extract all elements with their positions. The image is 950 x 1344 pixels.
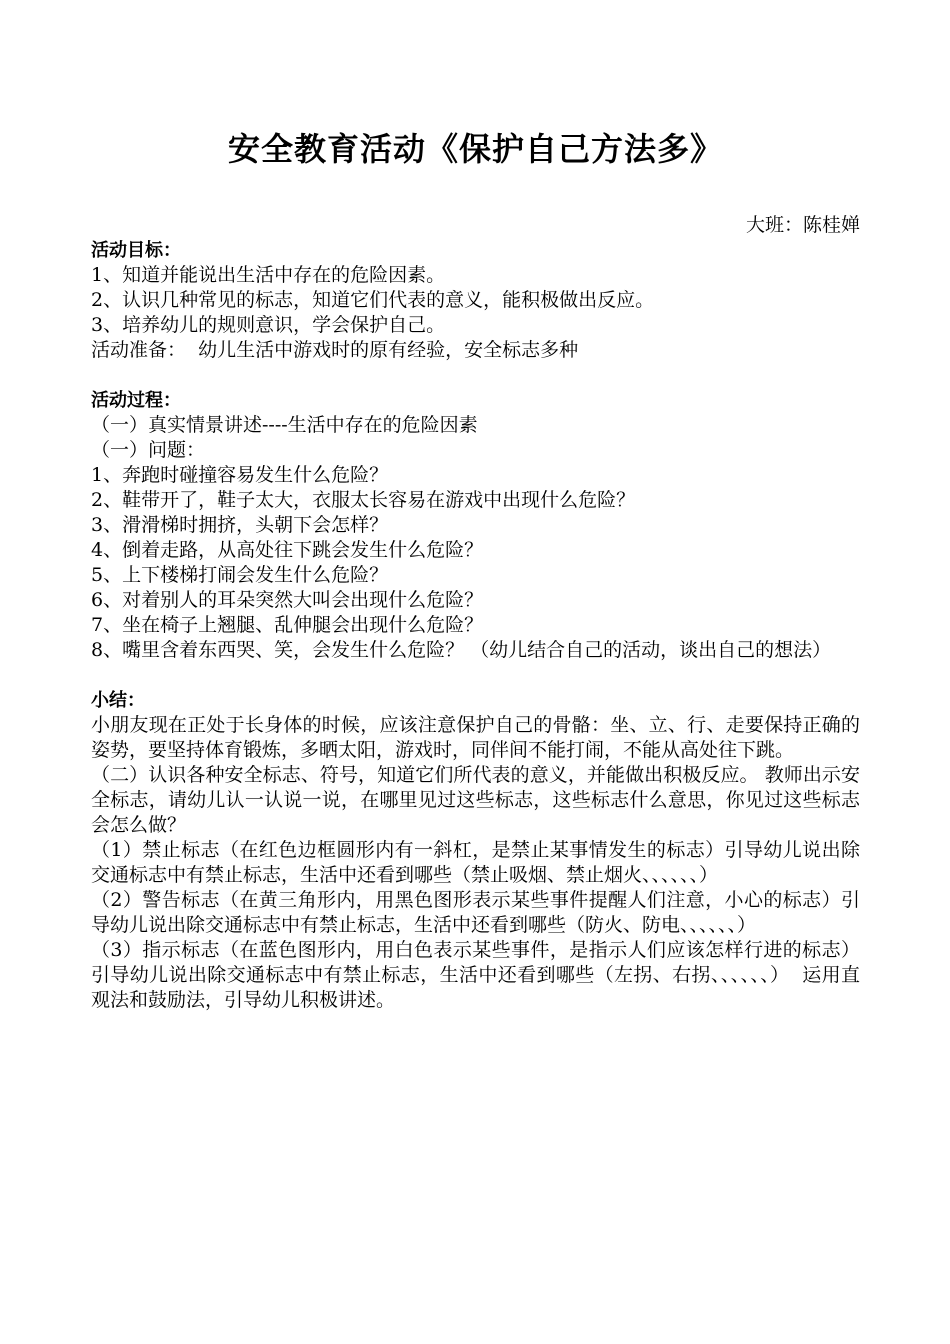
goal-item: 2、认识几种常见的标志，知道它们代表的意义，能积极做出反应。 [91, 289, 655, 311]
section-title: （一）真实情景讲述----生活中存在的危险因素 [91, 414, 478, 436]
goal-item: 3、培养幼儿的规则意识，学会保护自己。 [91, 314, 446, 336]
goal-item: 1、知道并能说出生活中存在的危险因素。 [91, 264, 446, 286]
summary-paragraph: 小朋友现在正处于长身体的时候，应该注意保护自己的骨骼：坐、立、行、走要保持正确的姿势，要坚持体育锻炼，多晒太阳，游戏时，同伴间不能打闹，不能从高处往下跳。 [91, 714, 860, 761]
instruction-sign-paragraph: （3）指示标志（在蓝色图形内，用白色表示某些事件，是指示人们应该怎样行进的标志）引导幼儿说出除交通标志中有禁止标志，生活中还看到哪些（左拐、右拐、、、、、、） 运用直观法和鼓励法，引导幼儿积极讲述。 [91, 939, 860, 1011]
author-line: 大班：陈桂婵 [745, 214, 860, 236]
spacer [91, 663, 860, 688]
goals-heading: 活动目标： [91, 240, 181, 261]
question-item: 1、奔跑时碰撞容易发生什么危险？ [91, 464, 389, 486]
document-title: 安全教育活动《保护自己方法多》 [227, 130, 723, 168]
question-item: 4、倒着走路，从高处往下跳会发生什么危险？ [91, 539, 484, 561]
question-item: 5、上下楼梯打闹会发生什么危险？ [91, 564, 389, 586]
spacer [91, 363, 860, 388]
question-item: 2、鞋带开了，鞋子太大，衣服太长容易在游戏中出现什么危险？ [91, 489, 636, 511]
summary-heading: 小结： [91, 690, 145, 711]
prohibition-sign-paragraph: （1）禁止标志（在红色边框圆形内有一斜杠，是禁止某事情发生的标志）引导幼儿说出除交通标志中有禁止标志，生活中还看到哪些（禁止吸烟、禁止烟火、、、、、、） [91, 839, 860, 886]
sign-intro-paragraph: （二）认识各种安全标志、符号，知道它们所代表的意义，并能做出积极反应。 教师出示安全标志，请幼儿认一认说一说，在哪里见过这些标志，这些标志什么意思，你见过这些标志会怎么做？ [91, 764, 860, 836]
question-item: 7、坐在椅子上翘腿、乱伸腿会出现什么危险？ [91, 614, 484, 636]
question-item: 6、对着别人的耳朵突然大叫会出现什么危险？ [91, 589, 484, 611]
questions-title: （一）问题： [91, 439, 206, 461]
question-item: 8、嘴里含着东西哭、笑，会发生什么危险？ （幼儿结合自己的活动，谈出自己的想法） [91, 639, 832, 661]
preparation-line: 活动准备： 幼儿生活中游戏时的原有经验，安全标志多种 [91, 339, 579, 361]
warning-sign-paragraph: （2）警告标志（在黄三角形内，用黑色图形表示某些事件提醒人们注意，小心的标志）引导幼儿说出除交通标志中有禁止标志，生活中还看到哪些（防火、防电、、、、、、） [91, 889, 860, 936]
question-item: 3、滑滑梯时拥挤，头朝下会怎样？ [91, 514, 389, 536]
process-heading: 活动过程： [91, 390, 181, 411]
